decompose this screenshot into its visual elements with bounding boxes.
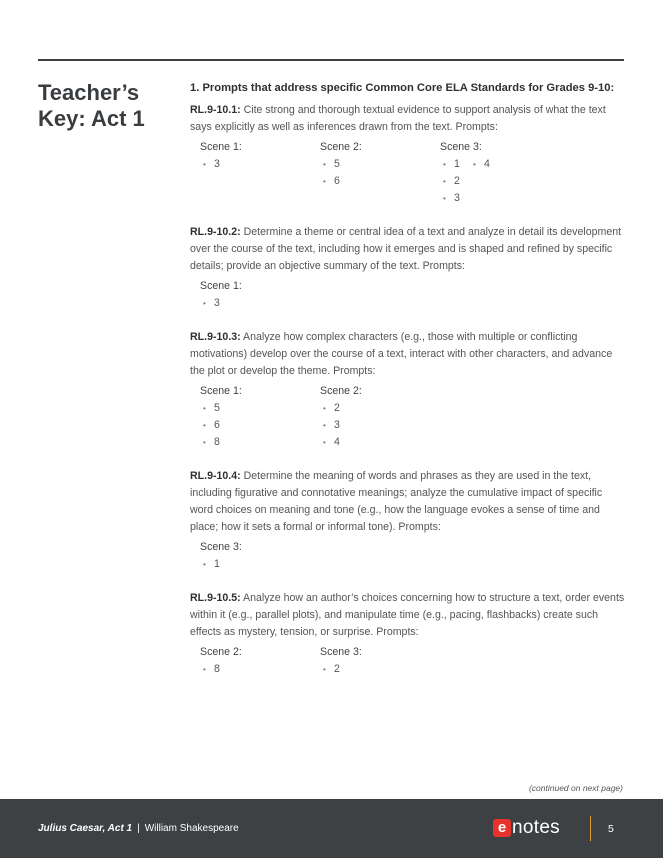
prompt-number: • 3 xyxy=(320,417,350,434)
scene-label: Scene 1: xyxy=(200,280,242,292)
prompt-list xyxy=(320,661,350,678)
standard-description: Analyze how an author’s choices concerning how to structure a text, order events within it (e.g., parallel plots), and manipulate time (e.g., pacing, flashbacks) create such effects as mystery, tension, or surprise. Prompts: xyxy=(190,592,625,638)
footer-separator: | xyxy=(137,823,140,834)
top-rule xyxy=(38,59,624,61)
logo-e-icon: e xyxy=(493,819,511,837)
prompt-list xyxy=(320,156,350,190)
prompt-number: • 8 xyxy=(200,661,230,678)
scene-label: Scene 3: xyxy=(200,541,242,553)
standard-description: Analyze how complex characters (e.g., those with multiple or conflicting motivations) develop over the course of a text, interact with other characters, and advance the plot or develop the theme. Prompts: xyxy=(190,331,613,377)
scene-column xyxy=(430,139,550,207)
scene-columns xyxy=(190,539,626,573)
scene-columns xyxy=(190,644,626,678)
prompt-list xyxy=(470,156,500,207)
standard-block xyxy=(190,102,626,207)
standard-description: Determine the meaning of words and phrases as they are used in the text, including figurative and connotative meanings; analyze the cumulative impact of specific word choices on meaning and tone (e.g., how the language evokes a sense of time and place; how it sets a formal or informal tone). Prompts: xyxy=(190,470,603,533)
prompt-number: • 2 xyxy=(320,661,350,678)
standard-description: Cite strong and thorough textual evidence to support analysis of what the text says explicitly as well as inferences drawn from the text. Prompts: xyxy=(190,104,606,133)
enotes-logo xyxy=(493,817,560,839)
scene-columns xyxy=(190,278,626,312)
scene-label: Scene 1: xyxy=(200,385,242,397)
prompt-list xyxy=(200,295,230,312)
scene-label: Scene 2: xyxy=(200,646,242,658)
prompt-number: • 1 xyxy=(200,556,230,573)
standard-block xyxy=(190,468,626,573)
prompt-number: • 2 xyxy=(320,400,350,417)
continued-note: (continued on next page) xyxy=(528,783,623,793)
scene-column xyxy=(310,644,430,678)
scene-columns xyxy=(190,383,626,451)
scene-label: Scene 1: xyxy=(200,141,242,153)
logo-wordmark: notes xyxy=(512,817,560,838)
standard-code: RL.9-10.3: xyxy=(190,331,241,343)
footer-divider xyxy=(590,816,591,841)
prompt-list xyxy=(320,400,350,451)
scene-label: Scene 2: xyxy=(320,141,362,153)
standard-block xyxy=(190,590,626,678)
prompt-number: • 4 xyxy=(320,434,350,451)
page-title: Teacher’s Key: Act 1 xyxy=(38,80,145,131)
scene-column xyxy=(190,383,310,451)
main-content xyxy=(190,80,626,695)
prompt-number: • 8 xyxy=(200,434,230,451)
prompt-list xyxy=(200,156,230,173)
footer xyxy=(0,799,663,858)
prompt-number: • 3 xyxy=(440,190,470,207)
standard-text xyxy=(190,468,626,536)
section-heading: 1. Prompts that address specific Common Core ELA Standards for Grades 9-10: xyxy=(190,82,615,94)
prompt-list xyxy=(200,400,230,451)
standard-text xyxy=(190,329,626,380)
author-name: William Shakespeare xyxy=(144,823,239,834)
standard-code: RL.9-10.1: xyxy=(190,104,241,116)
standard-code: RL.9-10.2: xyxy=(190,226,241,238)
scene-columns xyxy=(190,139,626,207)
standard-code: RL.9-10.5: xyxy=(190,592,241,604)
prompt-list xyxy=(440,156,470,207)
prompt-number: • 6 xyxy=(200,417,230,434)
standard-text xyxy=(190,224,626,275)
scene-column xyxy=(310,383,430,451)
scene-label: Scene 3: xyxy=(320,646,362,658)
prompt-number: • 5 xyxy=(200,400,230,417)
scene-column xyxy=(190,278,310,312)
standard-text xyxy=(190,590,626,641)
prompt-number: • 6 xyxy=(320,173,350,190)
prompt-list xyxy=(200,556,230,573)
prompt-list xyxy=(200,661,230,678)
standard-block xyxy=(190,224,626,312)
scene-column xyxy=(190,139,310,207)
standard-text xyxy=(190,102,626,136)
page-number: 5 xyxy=(608,823,614,835)
scene-label: Scene 2: xyxy=(320,385,362,397)
footer-citation xyxy=(38,823,239,834)
scene-column xyxy=(310,139,430,207)
standard-code: RL.9-10.4: xyxy=(190,470,241,482)
standard-block xyxy=(190,329,626,451)
prompt-number: • 3 xyxy=(200,295,230,312)
scene-column xyxy=(190,644,310,678)
book-title: Julius Caesar, Act 1 xyxy=(38,823,133,834)
standard-description: Determine a theme or central idea of a text and analyze in detail its development over the course of the text, including how it emerges and is shaped and refined by specific details; provide an objective summary of the text. Prompts: xyxy=(190,226,622,272)
prompt-number: • 4 xyxy=(470,156,500,173)
prompt-number: • 5 xyxy=(320,156,350,173)
standards-list xyxy=(190,102,626,678)
prompt-number: • 2 xyxy=(440,173,470,190)
prompt-number: • 1 xyxy=(440,156,470,173)
scene-label: Scene 3: xyxy=(440,141,482,153)
scene-column xyxy=(190,539,310,573)
prompt-number: • 3 xyxy=(200,156,230,173)
